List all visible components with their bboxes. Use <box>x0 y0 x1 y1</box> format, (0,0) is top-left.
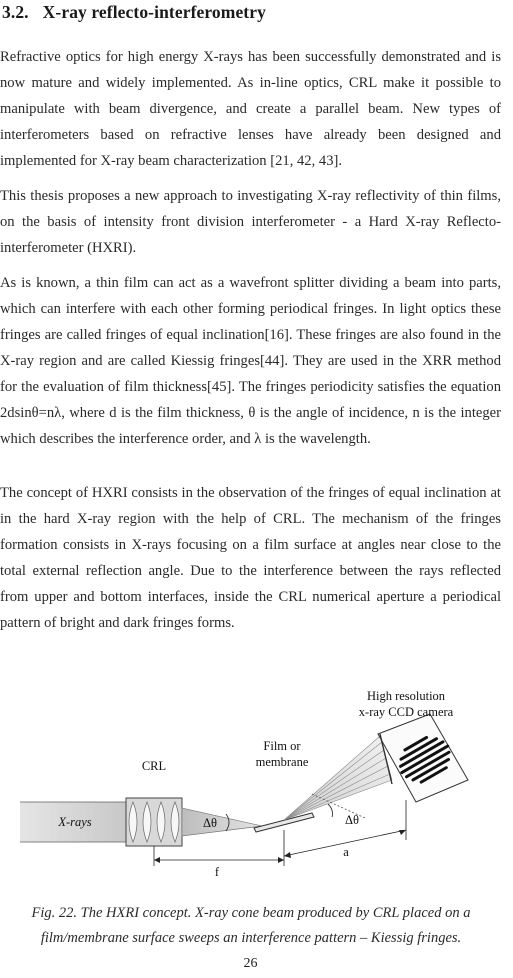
paragraph-1: Refractive optics for high energy X-rays has been successfully demonstrated and is now mature and widely implemented. As in-line optics, CRL make it possible to manipulate with beam divergence, and create a parallel beam. New types of interferometers based on refractive lenses have already been designed and implemented for X-ray beam characterization [21, 42, 43]. <box>0 49 501 169</box>
section-number: 3.2. <box>2 2 29 22</box>
hxri-figure <box>20 680 490 880</box>
film-label-line1: Film or <box>263 739 301 753</box>
paragraph-3: As is known, a thin film can act as a wavefront splitter dividing a beam into parts, which can interfere with each other forming periodical fringes. In light optics these fringes are called fringes of equal inclination[16]. These fringes are also found in the X-ray region and are called Kiessig fringes[44]. They are used in the XRR method for the evaluation of film thickness[45]. The fringes periodicity satisfies the equation 2dsinθ=nλ, where d is the film thickness, θ is the angle of incidence, n is the integer which describes the interference order, and λ is the wavelength. <box>0 275 501 447</box>
paragraph-4: The concept of HXRI consists in the observation of the fringes of equal inclination at in the hard X-ray region with the help of CRL. The mechanism of the fringes formation consists in X-rays focusing on a film surface at angles near close to the total external reflection angle. Due to the interference between the rays reflected from upper and bottom interfaces, inside the CRL numerical aperture a periodical pattern of bright and dark fringes forms. <box>0 485 501 631</box>
ccd-camera <box>378 714 468 802</box>
section-title: X-ray reflecto-interferometry <box>42 2 266 22</box>
page-number: 26 <box>243 956 258 971</box>
crl-lens-stack <box>126 798 182 846</box>
hxri-diagram <box>20 680 490 880</box>
delta-theta-arc-2 <box>328 804 333 817</box>
delta-theta-label-2: Δθ <box>344 813 360 827</box>
film-label-line2: membrane <box>255 755 309 769</box>
section-heading <box>2 2 266 23</box>
figure-caption: Fig. 22. The HXRI concept. X-ray cone beam produced by CRL placed on a film/membrane surface sweeps an interference pattern – Kiessig fringes. <box>31 905 471 946</box>
paragraph-2: This thesis proposes a new approach to investigating X-ray reflectivity of thin films, on the basis of intensity front division interferometer - a Hard X-ray Reflecto-interferometer (HXRI). <box>0 188 501 256</box>
distance-a-label: a <box>343 845 349 859</box>
focal-length-label: f <box>214 865 220 879</box>
film-membrane <box>254 813 314 832</box>
delta-theta-label-1: Δθ <box>202 816 218 830</box>
xrays-label: X-rays <box>58 815 92 829</box>
crl-label: CRL <box>141 759 167 773</box>
focusing-cone <box>182 808 262 836</box>
camera-label-line1: High resolution <box>366 689 446 703</box>
camera-label-line2: x-ray CCD camera <box>358 705 454 719</box>
